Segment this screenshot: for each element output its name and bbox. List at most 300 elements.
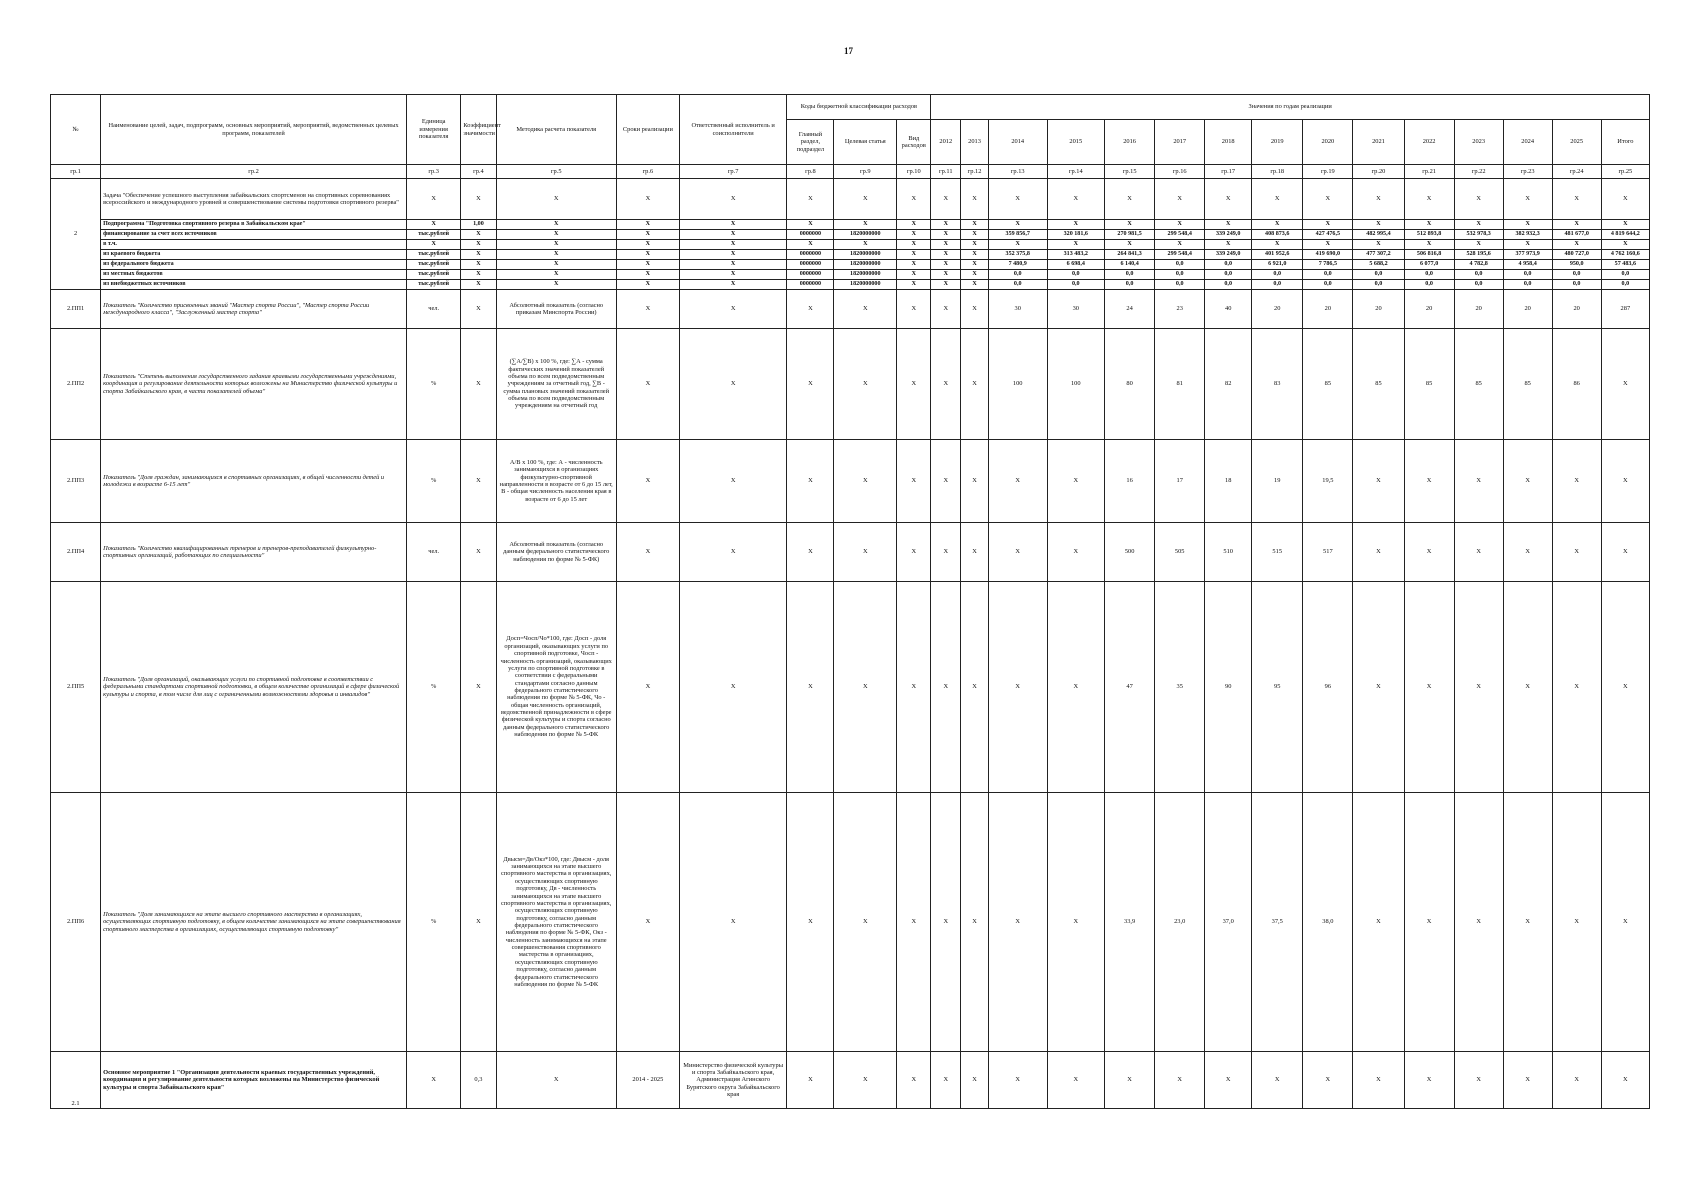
year-value: X [1353, 793, 1404, 1052]
col-coef: Коэффициент значимости [461, 95, 496, 165]
year-value: X [961, 250, 989, 260]
total-value: 0,0 [1601, 280, 1649, 290]
cell-c3: X [897, 220, 931, 230]
year-value: X [1303, 220, 1353, 230]
year-value: 0,0 [1105, 270, 1155, 280]
row-name: из внебюджетных источников [101, 280, 407, 290]
year-value: 0,0 [1503, 270, 1552, 280]
year-value: X [931, 220, 961, 230]
year-value: 0,0 [1155, 260, 1205, 270]
cell-c1: X [787, 240, 834, 250]
year-value: X [988, 220, 1047, 230]
year-value: 320 181,6 [1047, 230, 1105, 240]
cell-c2: 1820000000 [834, 280, 897, 290]
year-value: X [1303, 1052, 1353, 1109]
year-value: 4 782,8 [1454, 260, 1503, 270]
cell-terms: X [616, 290, 679, 329]
cell-c1: X [787, 290, 834, 329]
col-year: 2024 [1503, 120, 1552, 165]
year-value: X [1252, 1052, 1303, 1109]
year-value: X [1105, 240, 1155, 250]
cell-resp: X [679, 582, 787, 793]
year-value: 37,5 [1252, 793, 1303, 1052]
indicator-row [51, 582, 1650, 793]
gr-cell: гр.23 [1503, 165, 1552, 179]
year-value: X [1047, 240, 1105, 250]
col-name: Наименование целей, задач, подпрограмм, основных мероприятий, мероприятий, ведомственных целевых программ, показателей [101, 95, 407, 165]
row-name: в т.ч. [101, 240, 407, 250]
year-value: 95 [1252, 582, 1303, 793]
cell-c3: X [897, 793, 931, 1052]
gr-cell: гр.13 [988, 165, 1047, 179]
table-cell: X [1454, 179, 1503, 220]
year-value: X [1404, 793, 1454, 1052]
cell-c1: 0000000 [787, 230, 834, 240]
year-value: X [1353, 523, 1404, 582]
year-value: 352 375,8 [988, 250, 1047, 260]
year-value: X [1105, 220, 1155, 230]
total-value: X [1601, 523, 1649, 582]
year-value: 19,5 [1303, 440, 1353, 523]
cell-coef: X [461, 270, 496, 280]
cell-resp: X [679, 280, 787, 290]
year-value: 477 307,2 [1353, 250, 1404, 260]
year-value: 0,0 [1155, 270, 1205, 280]
col-budget-codes: Коды бюджетной классификации расходов [787, 95, 931, 120]
cell-c3: X [897, 250, 931, 260]
year-value: 7 480,9 [988, 260, 1047, 270]
gr-cell: гр.1 [51, 165, 101, 179]
cell-coef: X [461, 280, 496, 290]
cell-method: X [496, 230, 616, 240]
gr-cell: гр.11 [931, 165, 961, 179]
table-cell: X [931, 179, 961, 220]
year-value: X [1552, 440, 1601, 523]
year-value: 532 978,3 [1454, 230, 1503, 240]
total-value: 287 [1601, 290, 1649, 329]
cell-method: X [496, 280, 616, 290]
year-value: 0,0 [1552, 270, 1601, 280]
year-value: X [1155, 220, 1205, 230]
year-value: X [1404, 220, 1454, 230]
cell-terms: X [616, 250, 679, 260]
cell-method: X [496, 260, 616, 270]
year-value: X [931, 329, 961, 440]
col-terms: Сроки реализации [616, 95, 679, 165]
year-value: 0,0 [1303, 270, 1353, 280]
cell-coef: X [461, 440, 496, 523]
cell-c3: X [897, 329, 931, 440]
year-value: X [961, 240, 989, 250]
year-value: 16 [1105, 440, 1155, 523]
year-value: 0,0 [1205, 270, 1252, 280]
task-row [51, 179, 1650, 220]
gr-cell: гр.6 [616, 165, 679, 179]
row-num: 2.ПП1 [51, 290, 101, 329]
year-value: 0,0 [1552, 280, 1601, 290]
year-value: X [1404, 240, 1454, 250]
cell-method: X [496, 240, 616, 250]
cell-resp: X [679, 290, 787, 329]
cell-c3: X [897, 240, 931, 250]
cell-terms: X [616, 793, 679, 1052]
year-value: X [1047, 523, 1105, 582]
year-value: X [961, 280, 989, 290]
year-value: 377 973,9 [1503, 250, 1552, 260]
row-name: из местных бюджетов [101, 270, 407, 280]
financing-row [51, 280, 1650, 290]
year-value: X [961, 270, 989, 280]
cell-c2: X [834, 1052, 897, 1109]
year-value: X [931, 270, 961, 280]
cell-c2: X [834, 523, 897, 582]
total-value: X [1601, 240, 1649, 250]
table-cell: X [988, 179, 1047, 220]
year-value: 0,0 [1404, 270, 1454, 280]
year-value: X [961, 582, 989, 793]
col-year: 2013 [961, 120, 989, 165]
year-value: X [1454, 582, 1503, 793]
gr-cell: гр.12 [961, 165, 989, 179]
year-value: X [1404, 440, 1454, 523]
cell-terms: X [616, 230, 679, 240]
cell-c1: X [787, 582, 834, 793]
year-value: 0,0 [988, 270, 1047, 280]
year-value: 6 921,0 [1252, 260, 1303, 270]
year-value: 339 249,0 [1205, 250, 1252, 260]
year-value: X [1503, 220, 1552, 230]
year-value: X [1047, 1052, 1105, 1109]
col-year: 2014 [988, 120, 1047, 165]
col-year: 2020 [1303, 120, 1353, 165]
cell-coef: 0,3 [461, 1052, 496, 1109]
year-value: X [1205, 1052, 1252, 1109]
year-value: 500 [1105, 523, 1155, 582]
table-cell: X [496, 179, 616, 220]
table-cell: X [1105, 179, 1155, 220]
cell-c2: X [834, 582, 897, 793]
year-value: X [1353, 1052, 1404, 1109]
year-value: 23 [1155, 290, 1205, 329]
year-value: X [931, 1052, 961, 1109]
year-value: 100 [988, 329, 1047, 440]
year-value: 24 [1105, 290, 1155, 329]
table-cell: X [1404, 179, 1454, 220]
year-value: X [961, 1052, 989, 1109]
year-value: X [1353, 240, 1404, 250]
year-value: X [1552, 220, 1601, 230]
table-cell: X [1047, 179, 1105, 220]
year-value: X [931, 230, 961, 240]
year-value: 517 [1303, 523, 1353, 582]
cell-c3: X [897, 270, 931, 280]
gr-cell: гр.24 [1552, 165, 1601, 179]
cell-c2: X [834, 240, 897, 250]
year-value: 528 195,6 [1454, 250, 1503, 260]
cell-coef: X [461, 582, 496, 793]
col-year: 2019 [1252, 120, 1303, 165]
table-cell: X [1601, 179, 1649, 220]
year-value: 515 [1252, 523, 1303, 582]
year-value: 23,0 [1155, 793, 1205, 1052]
year-value: X [1404, 523, 1454, 582]
total-value: 4 762 160,6 [1601, 250, 1649, 260]
year-value: 0,0 [1252, 280, 1303, 290]
row-num: 2.ПП2 [51, 329, 101, 440]
row-num: 2 [51, 179, 101, 290]
year-value: X [988, 240, 1047, 250]
col-year: 2018 [1205, 120, 1252, 165]
cell-terms: X [616, 523, 679, 582]
cell-c3: X [897, 260, 931, 270]
year-value: 0,0 [1047, 280, 1105, 290]
year-value: X [1155, 1052, 1205, 1109]
year-value: 100 [1047, 329, 1105, 440]
cell-c3: X [897, 440, 931, 523]
year-value: X [988, 440, 1047, 523]
indicator-row [51, 329, 1650, 440]
gr-cell: гр.7 [679, 165, 787, 179]
cell-unit: X [406, 1052, 460, 1109]
table-cell: X [1155, 179, 1205, 220]
year-value: 20 [1503, 290, 1552, 329]
year-value: 506 816,8 [1404, 250, 1454, 260]
year-value: X [961, 260, 989, 270]
year-value: X [1503, 440, 1552, 523]
gr-cell: гр.14 [1047, 165, 1105, 179]
cell-method: X [496, 1052, 616, 1109]
col-year: 2015 [1047, 120, 1105, 165]
year-value: 85 [1404, 329, 1454, 440]
year-value: X [1503, 1052, 1552, 1109]
cell-coef: X [461, 793, 496, 1052]
table-cell: X [961, 179, 989, 220]
cell-resp: X [679, 440, 787, 523]
year-value: 950,0 [1552, 260, 1601, 270]
year-value: X [1252, 220, 1303, 230]
cell-terms: X [616, 260, 679, 270]
gr-cell: гр.16 [1155, 165, 1205, 179]
cell-c1: X [787, 220, 834, 230]
year-value: X [961, 220, 989, 230]
year-value: 80 [1105, 329, 1155, 440]
indicator-row [51, 793, 1650, 1052]
year-value: X [1503, 793, 1552, 1052]
col-num: № [51, 95, 101, 165]
row-name: Показатель "Доля организаций, оказывающих услуги по спортивной подготовке в соответствии с федеральными стандартами спортивной подготовки, в общем количестве организаций в сфере физической культуры и спорта, в том числе для лиц с ограниченными возможностями здоровья и инвалидов" [101, 582, 407, 793]
year-value: X [1552, 793, 1601, 1052]
year-value: X [1303, 240, 1353, 250]
year-value: X [931, 793, 961, 1052]
cell-terms: X [616, 582, 679, 793]
year-value: 264 841,3 [1105, 250, 1155, 260]
year-value: 0,0 [1105, 280, 1155, 290]
total-value: X [1601, 1052, 1649, 1109]
cell-c1: X [787, 329, 834, 440]
row-name: из краевого бюджета [101, 250, 407, 260]
cell-method: X [496, 220, 616, 230]
year-value: 505 [1155, 523, 1205, 582]
year-value: X [1353, 220, 1404, 230]
year-value: X [961, 329, 989, 440]
cell-terms: X [616, 280, 679, 290]
year-value: X [1454, 440, 1503, 523]
row-name: Подпрограмма "Подготовка спортивного резерва в Забайкальском крае" [101, 220, 407, 230]
gr-cell: гр.19 [1303, 165, 1353, 179]
year-value: 401 952,6 [1252, 250, 1303, 260]
cell-unit: чел. [406, 290, 460, 329]
year-value: 0,0 [1353, 280, 1404, 290]
year-value: 6 077,0 [1404, 260, 1454, 270]
year-value: 0,0 [1205, 280, 1252, 290]
cell-coef: X [461, 329, 496, 440]
cell-unit: % [406, 440, 460, 523]
year-value: 6 140,4 [1105, 260, 1155, 270]
year-value: 0,0 [1454, 270, 1503, 280]
cell-unit: % [406, 793, 460, 1052]
year-value: 83 [1252, 329, 1303, 440]
cell-unit: % [406, 329, 460, 440]
year-value: 482 995,4 [1353, 230, 1404, 240]
cell-method: X [496, 270, 616, 280]
financing-row [51, 230, 1650, 240]
year-value: X [1454, 240, 1503, 250]
year-value: 18 [1205, 440, 1252, 523]
financing-row [51, 240, 1650, 250]
year-value: 38,0 [1303, 793, 1353, 1052]
cell-c2: X [834, 440, 897, 523]
cell-terms: X [616, 240, 679, 250]
col-year: 2017 [1155, 120, 1205, 165]
year-value: X [1552, 523, 1601, 582]
cell-c3: X [897, 1052, 931, 1109]
gr-cell: гр.10 [897, 165, 931, 179]
table-cell: X [1252, 179, 1303, 220]
year-value: 6 698,4 [1047, 260, 1105, 270]
cell-resp: X [679, 250, 787, 260]
total-value: 4 819 644,2 [1601, 230, 1649, 240]
year-value: X [1105, 1052, 1155, 1109]
year-value: X [1047, 793, 1105, 1052]
year-value: 0,0 [1252, 270, 1303, 280]
row-name: финансирование за счет всех источников [101, 230, 407, 240]
year-value: X [1503, 523, 1552, 582]
cell-unit: % [406, 582, 460, 793]
year-value: 85 [1454, 329, 1503, 440]
cell-c1: X [787, 523, 834, 582]
cell-unit: тыс.рублей [406, 230, 460, 240]
cell-unit: тыс.рублей [406, 280, 460, 290]
cell-unit: тыс.рублей [406, 260, 460, 270]
table-cell: X [1303, 179, 1353, 220]
total-value: 57 483,6 [1601, 260, 1649, 270]
year-value: 20 [1552, 290, 1601, 329]
year-value: X [1404, 1052, 1454, 1109]
gr-cell: гр.3 [406, 165, 460, 179]
row-num: 2.ПП6 [51, 793, 101, 1052]
table-cell: X [1552, 179, 1601, 220]
cell-method: X [496, 250, 616, 260]
cell-c3: X [897, 280, 931, 290]
total-value: X [1601, 220, 1649, 230]
cell-resp: X [679, 793, 787, 1052]
cell-c1: X [787, 1052, 834, 1109]
header-row-1 [51, 95, 1650, 120]
cell-c2: 1820000000 [834, 230, 897, 240]
year-value: 480 727,0 [1552, 250, 1601, 260]
table-cell: X [1205, 179, 1252, 220]
year-value: 5 688,2 [1353, 260, 1404, 270]
year-value: 40 [1205, 290, 1252, 329]
gr-cell: гр.8 [787, 165, 834, 179]
financing-row [51, 250, 1650, 260]
year-value: 20 [1353, 290, 1404, 329]
year-value: 30 [1047, 290, 1105, 329]
year-value: 382 932,3 [1503, 230, 1552, 240]
financing-row [51, 260, 1650, 270]
year-value: X [1047, 440, 1105, 523]
year-value: X [988, 793, 1047, 1052]
row-num: 2.1 [51, 1052, 101, 1109]
year-value: X [1454, 220, 1503, 230]
year-value: X [1047, 582, 1105, 793]
year-value: 7 786,5 [1303, 260, 1353, 270]
year-value: X [931, 240, 961, 250]
year-value: X [931, 290, 961, 329]
cell-c3: X [897, 230, 931, 240]
year-value: X [1552, 1052, 1601, 1109]
col-resp: Ответственный исполнитель и соисполнители [679, 95, 787, 165]
year-value: X [988, 582, 1047, 793]
year-value: 0,0 [1047, 270, 1105, 280]
total-value: X [1601, 582, 1649, 793]
table-cell: X [461, 179, 496, 220]
table-cell: X [1503, 179, 1552, 220]
year-value: X [1252, 240, 1303, 250]
col-year: 2016 [1105, 120, 1155, 165]
year-value: X [961, 290, 989, 329]
year-value: X [1047, 220, 1105, 230]
row-num: 2.ПП3 [51, 440, 101, 523]
row-num: 2.ПП5 [51, 582, 101, 793]
cell-resp: X [679, 230, 787, 240]
gr-cell: гр.2 [101, 165, 407, 179]
cell-method: Абсолютный показатель (согласно данным федерального статистического наблюдения по форме № 5-ФК) [496, 523, 616, 582]
col-code-main: Главный раздел, подраздел [787, 120, 834, 165]
col-code-target: Целевая статья [834, 120, 897, 165]
year-value: 37,0 [1205, 793, 1252, 1052]
row-name: Задача "Обеспечение успешного выступления забайкальских спортсменов на спортивных соревнованиях всероссийского и международного уровней и совершенствование системы подготовки спортивного резерва" [101, 179, 407, 220]
col-year: 2021 [1353, 120, 1404, 165]
cell-coef: X [461, 290, 496, 329]
col-year: 2012 [931, 120, 961, 165]
cell-method: Досп=Чосп/Чо*100, где: Досп - доля организаций, оказывающих услуги по спортивной подготовке, Чосп - численность организаций, оказывающих услуги по спортивной подготовке в соответствии с федеральными стандартами согласно данным федерального статистического наблюдения по форме № 5-ФК, Чо - общая численность организаций, ведомственной принадлежности в сфере физической культуры и спорта согласно данным федерального статистического наблюдения по форме № 5-ФК [496, 582, 616, 793]
cell-coef: X [461, 250, 496, 260]
year-value: 0,0 [1205, 260, 1252, 270]
year-value: X [1353, 440, 1404, 523]
cell-terms: X [616, 220, 679, 230]
cell-c1: 0000000 [787, 280, 834, 290]
cell-c1: 0000000 [787, 260, 834, 270]
year-value: X [961, 230, 989, 240]
year-value: X [1454, 1052, 1503, 1109]
year-value: 359 856,7 [988, 230, 1047, 240]
year-value: 20 [1454, 290, 1503, 329]
table-cell: X [616, 179, 679, 220]
year-value: 299 548,4 [1155, 250, 1205, 260]
year-value: 96 [1303, 582, 1353, 793]
col-year: 2025 [1552, 120, 1601, 165]
